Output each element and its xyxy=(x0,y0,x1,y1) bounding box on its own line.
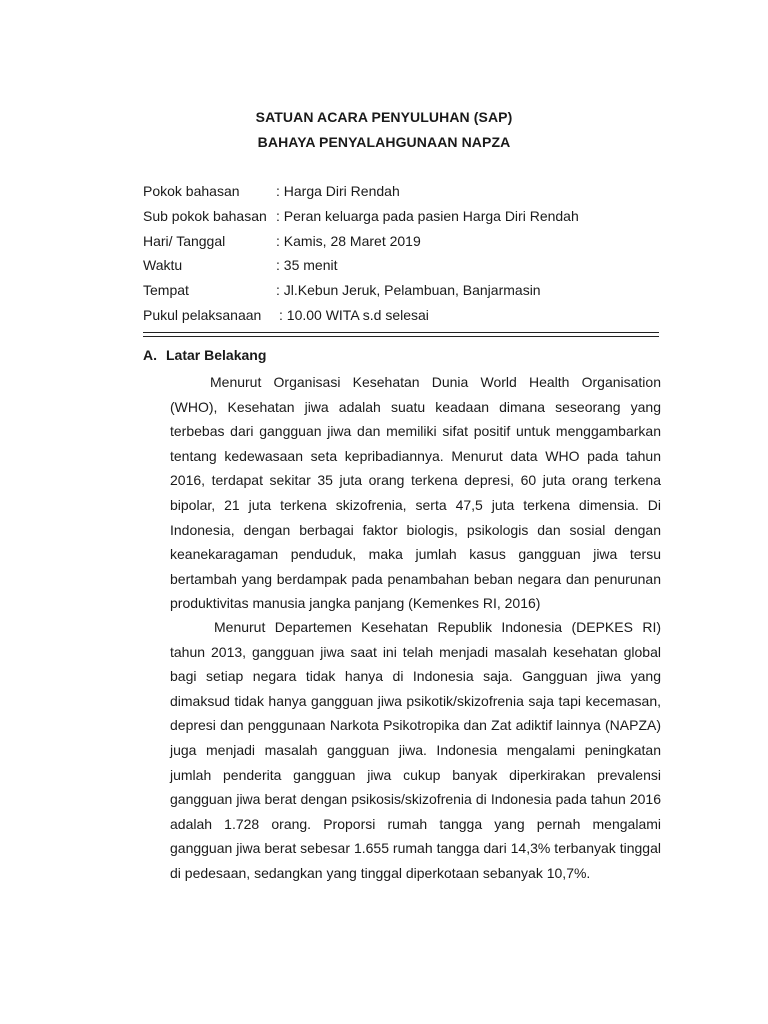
info-row-tempat xyxy=(143,280,683,305)
paragraph-depkes: Menurut Departemen Kesehatan Republik Indonesia (DEPKES RI) tahun 2013, gangguan jiwa saat ini telah menjadi masalah kesehatan global bagi setiap negara tidak hanya di Indonesia saja. Gangguan jiwa yang dimaksud tidak hanya gangguan jiwa psikotik/skizofrenia saja tapi kecemasan, depresi dan penggunaan Narkota Psikotropika dan Zat adiktif lainnya (NAPZA) juga menjadi masalah gangguan jiwa. Indonesia mengalami peningkatan jumlah penderita gangguan jiwa cukup banyak diperkirakan prevalensi gangguan jiwa berat dengan psikosis/skizofrenia di Indonesia pada tahun 2016 adalah 1.728 orang. Proporsi rumah tangga yang pernah mengalami gangguan jiwa berat sebesar 1.655 rumah tangga dari 14,3% terbanyak tinggal di pedesaan, sedangkan yang tinggal diperkotaan sebanyak 10,7%. xyxy=(170,619,661,881)
section-letter: A. xyxy=(143,347,157,363)
info-label: Pokok bahasan xyxy=(143,183,240,199)
info-row-pokok-bahasan xyxy=(143,181,683,206)
info-row-hari-tanggal xyxy=(143,231,683,256)
document-subtitle: BAHAYA PENYALAHGUNAAN NAPZA xyxy=(257,134,511,150)
info-label: Pukul pelaksanaan xyxy=(143,306,262,323)
info-value: : Kamis, 28 Maret 2019 xyxy=(276,232,421,249)
info-value: : 35 menit xyxy=(276,257,338,274)
double-rule-top xyxy=(143,332,659,333)
info-row-pukul-pelaksanaan xyxy=(143,305,683,330)
info-row-sub-pokok-bahasan xyxy=(143,206,683,231)
section-heading-latar-belakang xyxy=(143,347,266,363)
info-value: : Jl.Kebun Jeruk, Pelambuan, Banjarmasin xyxy=(276,282,541,299)
info-label: Tempat xyxy=(143,282,189,299)
section-title: Latar Belakang xyxy=(166,347,267,363)
info-row-waktu xyxy=(143,255,683,280)
info-label: Sub pokok bahasan xyxy=(143,207,267,224)
info-value: : 10.00 WITA s.d selesai xyxy=(279,306,429,323)
info-label: Waktu xyxy=(143,257,183,274)
info-value: : Harga Diri Rendah xyxy=(276,183,400,199)
paragraph-who: Menurut Organisasi Kesehatan Dunia World Health Organisation (WHO), Kesehatan jiwa adalah suatu keadaan dimana seseorang yang terbebas dari gangguan jiwa dan memiliki sifat positif untuk menggambarkan tentang kedewasaan seta kepribadiannya. Menurut data WHO pada tahun 2016, terdapat sekitar 35 juta orang terkena depresi, 60 juta orang terkena bipolar, 21 juta terkena skizofrenia, serta 47,5 juta terkena dimensia. Di Indonesia, dengan berbagai faktor biologis, psikologis dan sosial dengan keanekaragaman penduduk, maka jumlah kasus gangguan jiwa tersu bertambah yang berdampak pada penambahan beban negara dan penurunan produktivitas manusia jangka panjang (Kemenkes RI, 2016) xyxy=(170,374,661,612)
document-title: SATUAN ACARA PENYULUHAN (SAP) xyxy=(255,109,513,125)
double-rule-bottom xyxy=(143,336,659,337)
info-label: Hari/ Tanggal xyxy=(143,232,226,249)
info-value: : Peran keluarga pada pasien Harga Diri Rendah xyxy=(276,207,579,224)
info-table xyxy=(143,181,683,330)
